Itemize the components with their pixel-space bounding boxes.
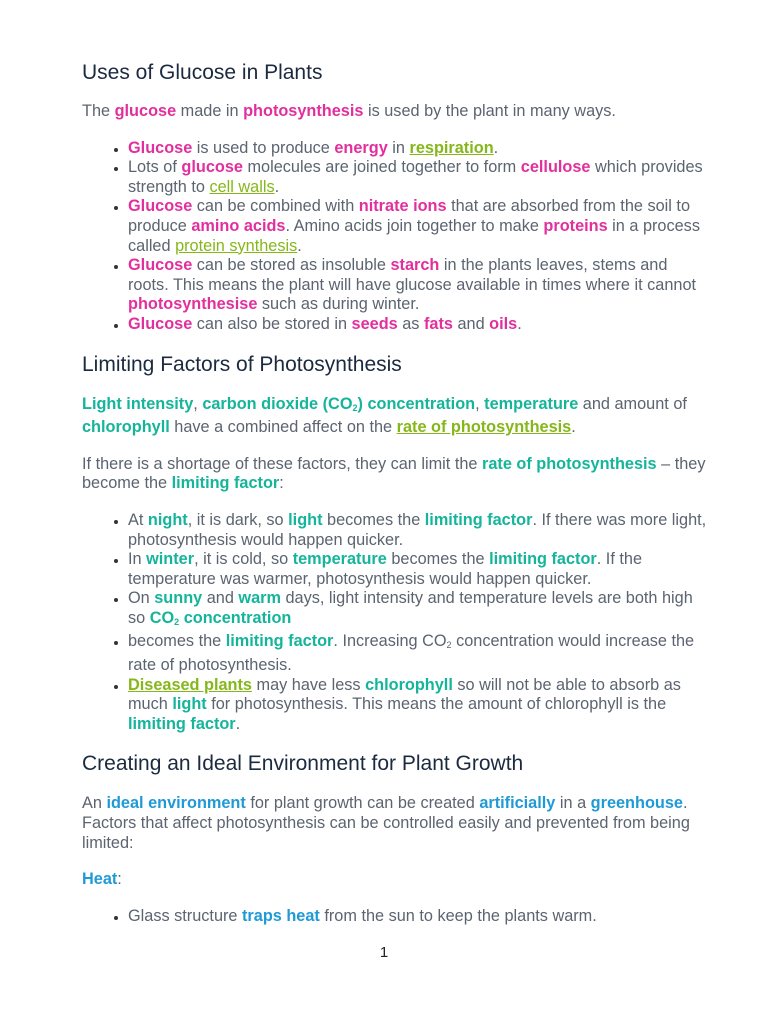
heat-label: Heat: [82,870,122,889]
link-protein-synthesis[interactable]: protein synthesis [175,236,298,255]
link-diseased-plants[interactable]: Diseased plants [128,675,252,694]
list-item: • Glucose can be stored as insoluble starch in the plants leaves, stems and roots. This means the plant will have glucose available in times where it cannot photosynthesise such as during winter. [128,256,712,315]
heat-list [82,907,712,927]
list-item: • Glucose can also be stored in seeds as fats and oils. [128,315,712,335]
list-item: • Diseased plants may have less chlorophyll so will not be able to absorb as much light for photosynthesis. This means the amount of chlorophyll is the limiting factor. [128,676,712,735]
limiting-factors-list [82,511,712,735]
list-item: • In winter, it is cold, so temperature becomes the limiting factor. If the temperature was warmer, photosynthesis would happen quicker. [128,550,712,589]
heading-ideal-environment: Creating an Ideal Environment for Plant Growth [82,752,524,776]
link-rate-of-photosynthesis[interactable]: rate of photosynthesis [396,418,572,437]
heading-limiting-factors: Limiting Factors of Photosynthesis [82,352,402,376]
list-item: • Glucose can be combined with nitrate ions that are absorbed from the soil to produce amino acids. Amino acids join together to make proteins in a process called protein synthesis. [128,197,712,256]
shortage-paragraph: If there is a shortage of these factors, they can limit the rate of photosynthesis – they become the limiting factor: [82,454,706,493]
page-number: 1 [379,944,389,961]
list-item: • becomes the limiting factor. Increasing $CO_2$ concentration would increase the rate of photosynthesis. [128,632,712,675]
glucose-uses-list [82,139,712,335]
term-photosynthesis: photosynthesis [243,102,364,120]
list-item: • On sunny and warm days, light intensity and temperature levels are both high so $CO_2$ concentration [128,589,712,632]
link-respiration[interactable]: respiration [409,138,494,157]
link-cell-walls[interactable]: cell walls [209,177,275,196]
list-item: • Glass structure traps heat from the sun to keep the plants warm. [128,907,712,927]
heading-uses-of-glucose: Uses of Glucose in Plants [82,61,323,84]
list-item: • Lots of glucose molecules are joined together to form cellulose which provides strength to cell walls. [128,158,712,197]
intro-paragraph: The glucose made in photosynthesis is used by the plant in many ways. [82,102,616,120]
list-item: • At night, it is dark, so light becomes the limiting factor. If there was more light, photosynthesis would happen quicker. [128,511,712,550]
factors-paragraph: Light intensity, carbon dioxide $(CO_2)$ concentration, temperature and amount of chlorophyll have a combined affect on the rate of photosynthesis. [82,394,687,437]
term-glucose: glucose [114,102,177,120]
list-item: • Glucose is used to produce energy in respiration. [128,139,712,159]
page-content [82,60,712,926]
greenhouse-paragraph: An ideal environment for plant growth can be created artificially in a greenhouse. Factors that affect photosynthesis can be controlled easily and prevented from being limited: [82,794,690,852]
